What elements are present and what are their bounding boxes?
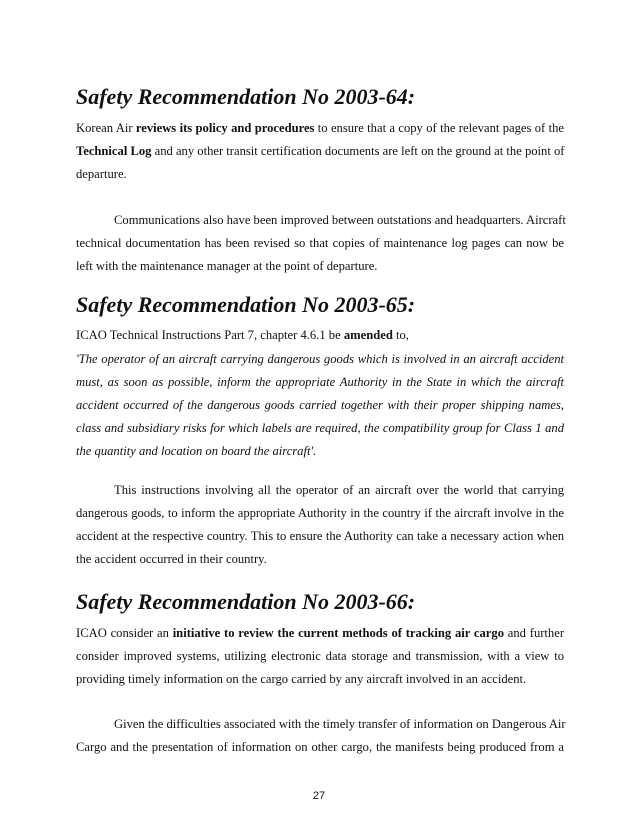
paragraph-line: technical documentation has been revised so that copies of maintenance log pages can now be [76,236,564,250]
bold-text-run: reviews its policy and procedures [135,121,315,135]
text-run: and any other transit certification documents are left on the ground at the point of [151,144,565,158]
paragraph-line [76,143,564,159]
paragraph-line: accident at the respective country. This to ensure the Authority can take a necessary action when [76,529,564,543]
quote-line: 'The operator of an aircraft carrying dangerous goods which is involved in an aircraft accident [76,352,564,366]
paragraph-line: Communications also have been improved between outstations and headquarters. Aircraft [114,213,566,227]
paragraph-line: consider improved systems, utilizing electronic data storage and transmission, with a view to [76,649,564,663]
quote-line: must, as soon as possible, inform the appropriate Authority in the State in which the aircraft [76,375,564,389]
text-run: and further [504,626,565,640]
text-run: ICAO Technical Instructions Part 7, chapter 4.6.1 be [76,328,344,342]
paragraph-line: departure. [76,167,127,181]
quote-line: class and subsidiary risks for which labels are required, the compatibility group for Class 1 and [76,421,564,435]
section-heading-2003-66: Safety Recommendation No 2003-66: [76,589,416,614]
bold-text-run: amended [343,328,393,342]
bold-text-run: Technical Log [76,144,152,158]
section-heading-2003-65: Safety Recommendation No 2003-65: [76,292,416,317]
quote-line: accident occurred of the dangerous goods carried together with their proper shipping names, [76,398,564,412]
paragraph-line [76,120,564,136]
paragraph-line: providing timely information on the cargo carried by any aircraft involved in an accident. [76,672,527,686]
paragraph-line: left with the maintenance manager at the point of departure. [76,259,378,273]
paragraph-line: This instructions involving all the operator of an aircraft over the world that carrying [114,483,564,497]
paragraph-line [76,327,564,343]
paragraph-line: Given the difficulties associated with the timely transfer of information on Dangerous Air [114,717,566,731]
section-heading-2003-64: Safety Recommendation No 2003-64: [76,84,416,109]
text-run: Korean Air [76,121,136,135]
text-run: to ensure that a copy of the relevant pages of the [314,121,564,135]
paragraph-line [76,625,564,641]
quote-line: the quantity and location on board the aircraft'. [76,444,317,458]
paragraph-line: Cargo and the presentation of information on other cargo, the manifests being produced from a [76,740,564,754]
text-run: ICAO consider an [76,626,173,640]
paragraph-line: dangerous goods, to inform the appropriate Authority in the country if the aircraft involve in the [76,506,564,520]
text-run: to, [392,328,409,342]
bold-text-run: initiative to review the current methods of tracking air cargo [172,626,504,640]
paragraph-line: the accident occurred in their country. [76,552,267,566]
page-number: 27 [312,790,326,802]
